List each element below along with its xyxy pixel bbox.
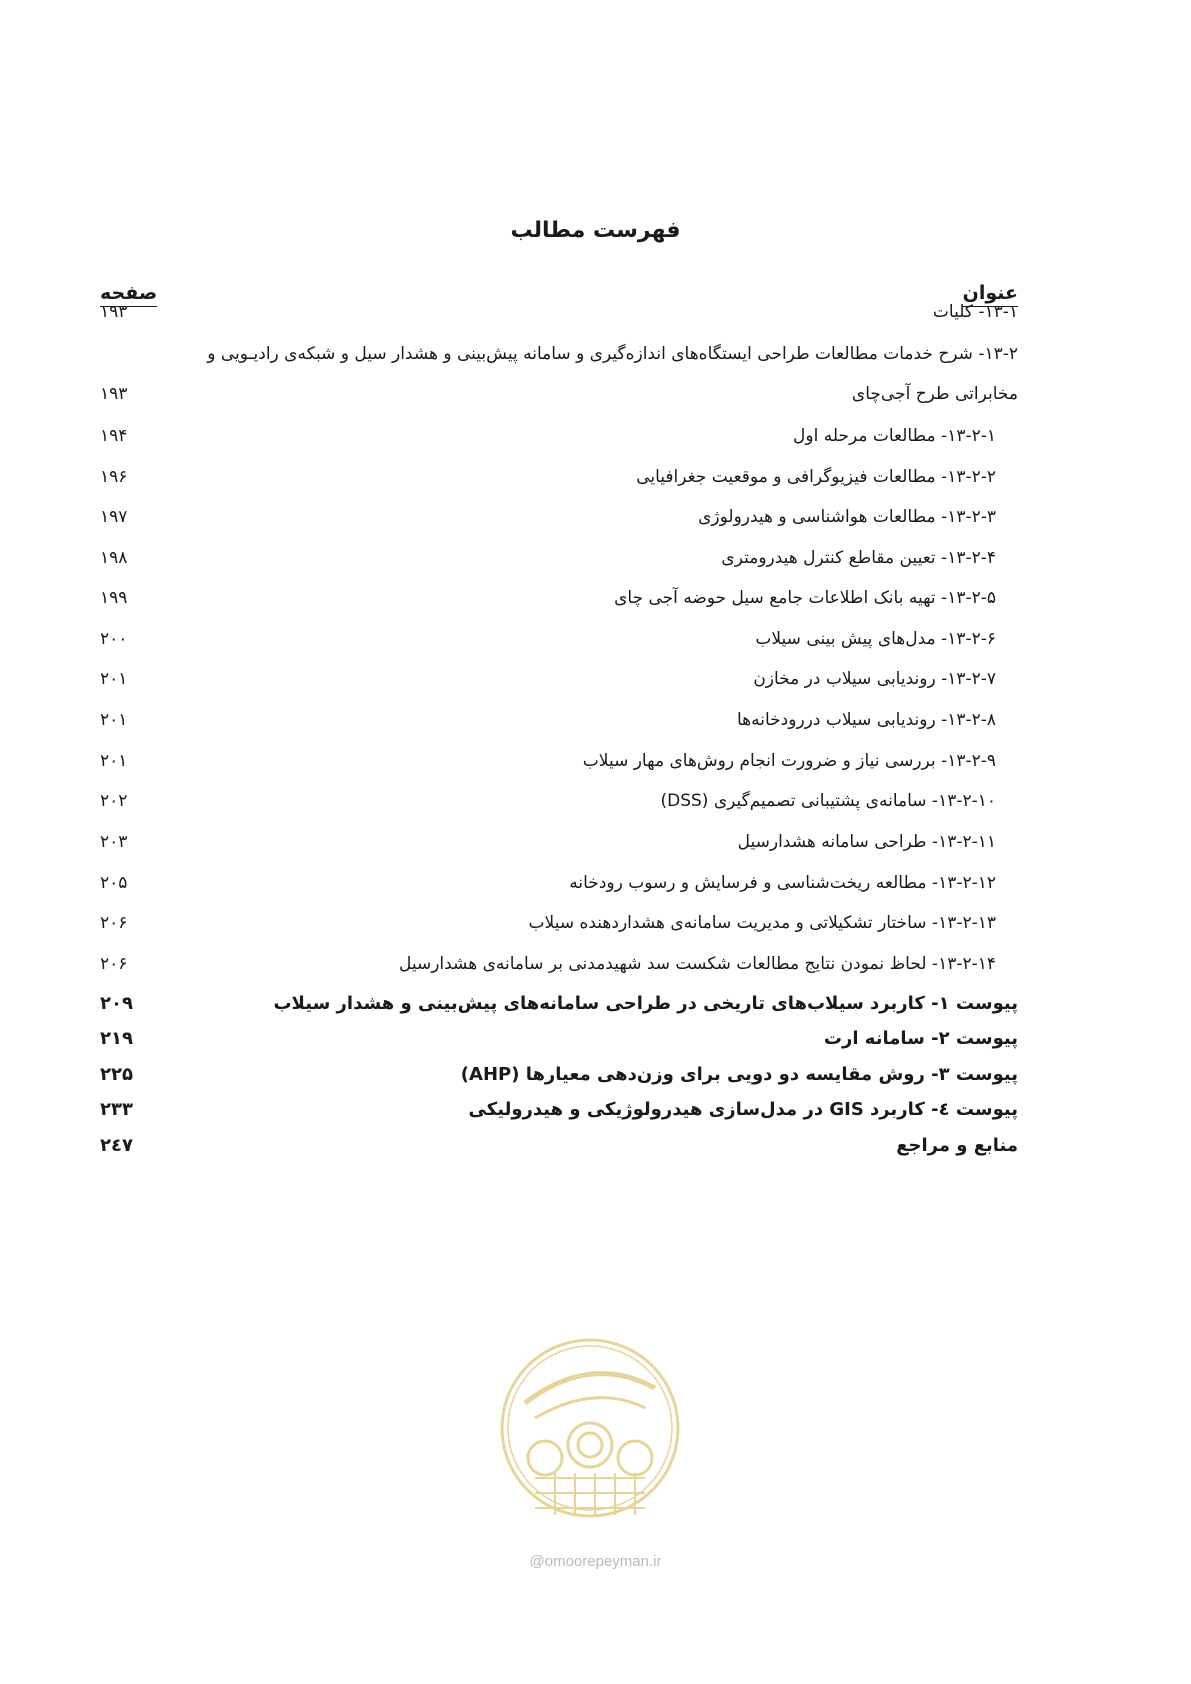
toc-page: ۱۹۳ xyxy=(100,302,128,322)
toc-row[interactable] xyxy=(100,741,1018,781)
toc-row[interactable] xyxy=(100,822,1018,862)
appendix-row[interactable] xyxy=(100,986,1018,1022)
toc-title: ۱۳-۲-۵- تهیه بانک اطلاعات جامع سیل حوضه آجی چای xyxy=(614,588,996,608)
toc-title: ۱۳-۱- کلیات xyxy=(932,302,1018,322)
watermark-url: @omoorepeyman.ir xyxy=(529,1553,662,1570)
toc-page: ۲۰۱ xyxy=(100,669,128,689)
toc-title: ۱۳-۲-۷- روندیابی سیلاب در مخازن xyxy=(753,669,996,689)
appendix-title: پیوست ۲- سامانه ارت xyxy=(823,1028,1018,1049)
appendix-page: ۲۲۵ xyxy=(100,1064,133,1085)
toc-page: ۱۹۶ xyxy=(100,467,128,487)
toc-title: ۱۳-۲-۱۰- سامانه‌ی پشتیبانی تصمیم‌گیری (DSS) xyxy=(660,791,996,811)
toc-title: ۱۳-۲-۹- بررسی نیاز و ضرورت انجام روش‌های مهار سیلاب xyxy=(582,751,996,771)
toc-row[interactable] xyxy=(100,619,1018,659)
appendix-row[interactable] xyxy=(100,1021,1018,1057)
toc-row[interactable] xyxy=(100,416,1018,456)
toc-row[interactable] xyxy=(100,457,1018,497)
toc-row[interactable] xyxy=(100,903,1018,943)
toc-row[interactable] xyxy=(100,944,1018,984)
appendix-title: منابع و مراجع xyxy=(896,1135,1018,1156)
toc-row[interactable] xyxy=(100,374,1018,414)
toc-title: ۱۳-۲-۱۱- طراحی سامانه هشدارسیل xyxy=(737,832,996,852)
toc-page: ۱۹۸ xyxy=(100,548,128,568)
appendix-title: پیوست ٤- کاربرد GIS در مدل‌سازی هیدرولوژیکی و هیدرولیکی xyxy=(468,1099,1018,1120)
toc-page: ۲۰۵ xyxy=(100,873,128,893)
toc-page: ۲۰۱ xyxy=(100,751,128,771)
toc-page: ۱۹۹ xyxy=(100,588,128,608)
column-header-page: صفحه xyxy=(100,282,158,304)
appendix-page: ۲٤۷ xyxy=(100,1135,133,1156)
toc-title: ۱۳-۲-۶- مدل‌های پیش بینی سیلاب xyxy=(755,629,996,649)
toc-row[interactable] xyxy=(100,700,1018,740)
toc-row[interactable] xyxy=(100,497,1018,537)
column-header-title: عنوان xyxy=(962,282,1018,304)
toc-title: ۱۳-۲-۱- مطالعات مرحله اول xyxy=(793,426,996,446)
appendix-page: ۲۰۹ xyxy=(100,993,133,1014)
appendix-row[interactable] xyxy=(100,1057,1018,1093)
page-title: فهرست مطالب xyxy=(510,218,681,243)
toc-page: ۲۰۰ xyxy=(100,629,128,649)
appendix-title: پیوست ۱- کاربرد سیلاب‌های تاریخی در طراحی سامانه‌های پیش‌بینی و هشدار سیلاب xyxy=(273,993,1018,1014)
toc-row[interactable] xyxy=(100,538,1018,578)
appendix-page: ۲۳۳ xyxy=(100,1099,133,1120)
toc-title: ۱۳-۲-۲- مطالعات فیزیوگرافی و موقعیت جغرافیایی xyxy=(636,467,996,487)
toc-page: ۲۰۳ xyxy=(100,832,128,852)
toc-title: ۱۳-۲- شرح خدمات مطالعات طراحی ایستگاه‌های اندازه‌گیری و سامانه پیش‌بینی و هشدار سیل و شبکه‌ی رادیـویی و xyxy=(207,344,1018,364)
toc-title: ۱۳-۲-۱۴- لحاظ نمودن نتایج مطالعات شکست سد شهیدمدنی بر سامانه‌ی هشدارسیل xyxy=(398,954,996,974)
toc-page: ۱۹۷ xyxy=(100,507,128,527)
toc-page: ۲۰۲ xyxy=(100,791,128,811)
watermark-logo-icon xyxy=(495,1333,685,1523)
toc-row[interactable] xyxy=(100,781,1018,821)
toc-title: ۱۳-۲-۸- روندیابی سیلاب دررودخانه‌ها xyxy=(737,710,996,730)
toc-page: ۱۹۳ xyxy=(100,384,128,404)
toc-title: ۱۳-۲-۴- تعیین مقاطع کنترل هیدرومتری xyxy=(721,548,996,568)
toc-row[interactable] xyxy=(100,292,1018,332)
toc-page: ۲۰۶ xyxy=(100,913,128,933)
appendix-row[interactable] xyxy=(100,1092,1018,1128)
toc-title: ۱۳-۲-۱۳- ساختار تشکیلاتی و مدیریت سامانه‌ی هشداردهنده سیلاب xyxy=(528,913,996,933)
toc-page: ۱۹۴ xyxy=(100,426,128,446)
toc-page: ۲۰۶ xyxy=(100,954,128,974)
appendix-title: پیوست ۳- روش مقایسه دو دویی برای وزن‌دهی معیارها (AHP) xyxy=(460,1064,1018,1085)
toc-page: ۲۰۱ xyxy=(100,710,128,730)
appendix-row[interactable] xyxy=(100,1128,1018,1164)
appendix-page: ۲۱۹ xyxy=(100,1028,133,1049)
toc-row[interactable] xyxy=(100,863,1018,903)
toc-title: مخابراتی طرح آجی‌چای xyxy=(851,384,1018,404)
toc-row[interactable] xyxy=(100,659,1018,699)
toc-title: ۱۳-۲-۳- مطالعات هواشناسی و هیدرولوژی xyxy=(698,507,996,527)
toc-row[interactable] xyxy=(100,578,1018,618)
toc-row[interactable] xyxy=(150,334,1018,374)
toc-title: ۱۳-۲-۱۲- مطالعه ریخت‌شناسی و فرسایش و رسوب رودخانه xyxy=(569,873,996,893)
